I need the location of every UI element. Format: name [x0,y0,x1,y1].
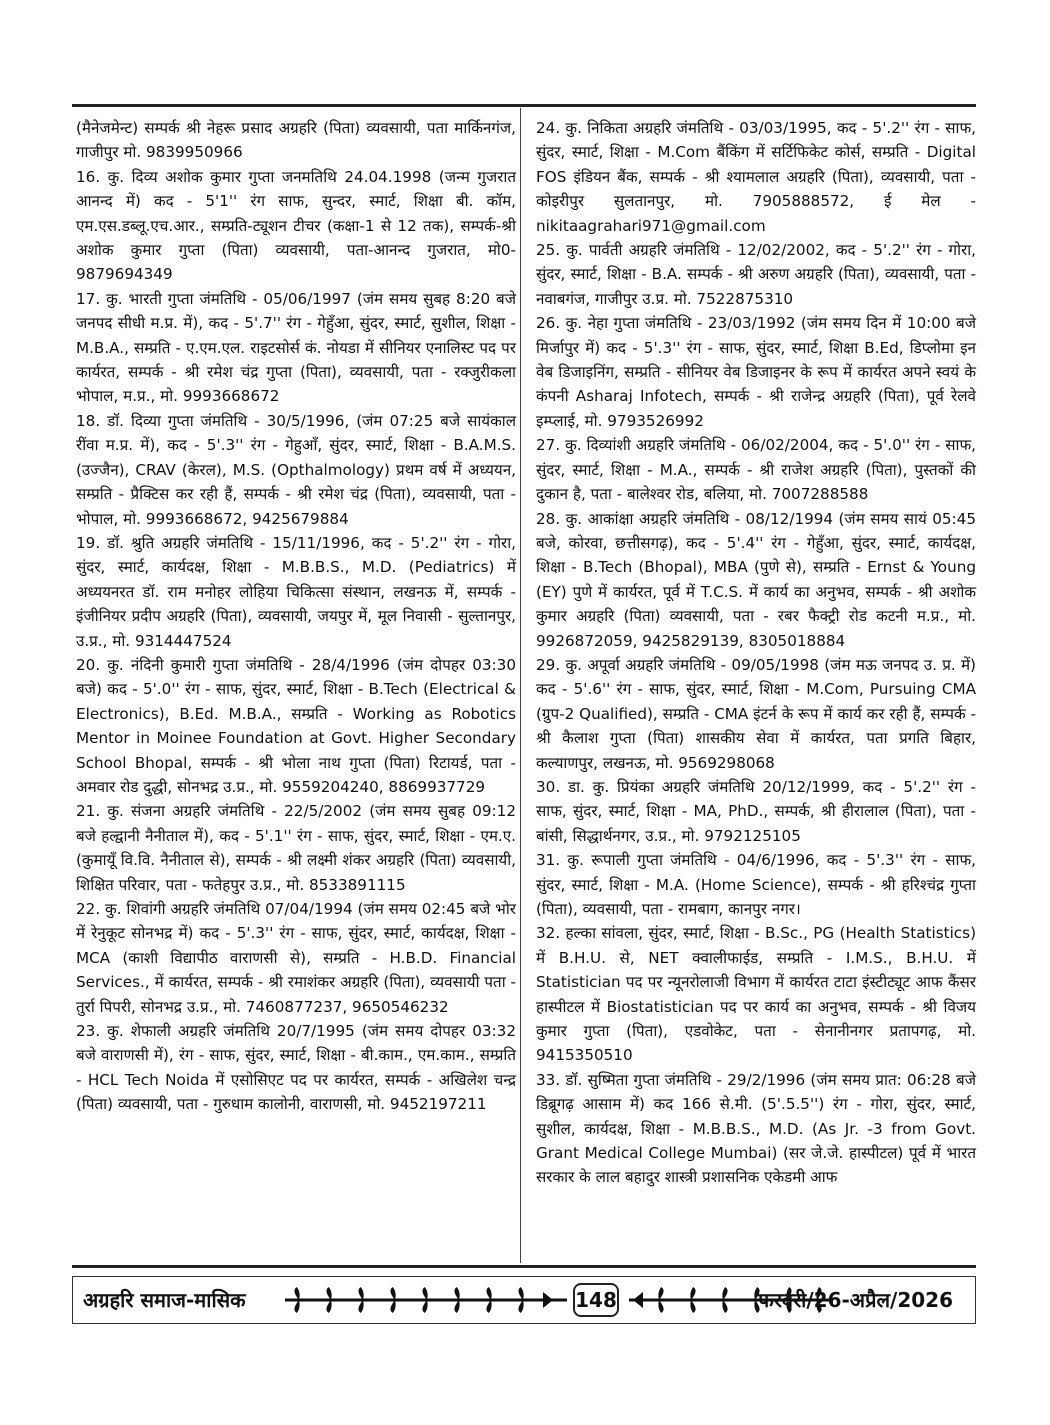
entry-32: 32. हल्का सांवला, सुंदर, स्मार्ट, शिक्षा - B.Sc., PG (Health Statistics) में B.H.U. से, NET क्वालीफाईड, सम्प्रति - I.M.S., B.H.U. में Statistician पद पर न्यूनरोलाजी विभाग में कार्यरत टाटा इंस्टीट्यूट आफ कैंसर हास्पीटल में Biostatistician पद पर कार्य का अनुभव, सम्पर्क - श्री विजय कुमार गुप्ता (पिता), एडवोकेट, पता - सेनानीनगर प्रतापगढ़, मो. 9415350510 [536,924,976,1065]
issue-date: फरवरी/26-अप्रैल/2026 [758,1288,953,1312]
footer-rule [72,1265,976,1268]
entry-21: 21. कु. संजना अग्रहरि जंमतिथि - 22/5/2002 (जंम समय सुबह 09:12 बजे हल्द्वानी नैनीताल में), कद - 5'.1'' रंग - साफ, सुंदर, स्मार्ट, शिक्षा - एम.ए. (कुमायूँ वि.वि. नैनीताल से), सम्पर्क - श्री लक्ष्मी शंकर अग्रहरि (पिता) व्यवसायी, शिक्षित परिवार, पता - फतेहपुर उ.प्र., मो. 8533891115 [76,802,516,894]
entry-33: 33. डॉ. सुष्मिता गुप्ता जंमतिथि - 29/2/1996 (जंम समय प्रात: 06:28 बजे डिब्रूगढ़ आसाम में) कद 166 से.मी. (5'.5.5'') रंग - गोरा, सुंदर, स्मार्ट, सुशील, कार्यदक्ष, शिक्षा - M.B.B.S., M.D. (As Jr. -3 from Govt. Grant Medical College Mumbai) (सर जे.जे. हास्पीटल) पूर्व में भारत सरकार के लाल बहादुर शास्त्री प्रशासनिक एकेडमी आफ [536,1070,976,1187]
left-column [76,116,516,1117]
magazine-name: अग्रहरि समाज-मासिक [83,1288,246,1312]
vine-ornament-left-icon [285,1285,567,1315]
entry-continued: (मैनेजमेन्ट) सम्पर्क श्री नेहरू प्रसाद अग्रहरि (पिता) व्यवसायी, पता मार्किनगंज, गाजीपुर मो. 9839950966 [76,119,516,162]
entry-17: 17. कु. भारती गुप्ता जंमतिथि - 05/06/1997 (जंम समय सुबह 8:20 बजे जनपद सीधी म.प्र. में), कद - 5'.7'' रंग - गेहुँआ, सुंदर, स्मार्ट, सुशील, शिक्षा - M.B.A., सम्प्रति - ए.एम.एल. राइटसोर्स कं. नोयडा में सीनियर एनालिस्ट पद पर कार्यरत, सम्पर्क - श्री रमेश चंद्र गुप्ता (पिता), व्यवसायी, पता - रक्जुरीकला भोपाल, म.प्र., मो. 9993668672 [76,289,516,406]
entry-29: 29. कु. अपूर्वा अग्रहरि जंमतिथि - 09/05/1998 (जंम मऊ जनपद उ. प्र. में) कद - 5'.6'' रंग - साफ, सुंदर, स्मार्ट, शिक्षा - M.Com, Pursuing CMA (ग्रुप-2 Qualified), सम्प्रति - CMA इंटर्न के रूप में कार्य कर रही हैं, सम्पर्क - श्री कैलाश गुप्ता (पिता) शासकीय सेवा में कार्यरत, पता प्रगति बिहार, कल्याणपुर, लखनऊ, मो. 9569298068 [536,655,976,772]
entry-16: 16. कु. दिव्य अशोक कुमार गुप्ता जनमतिथि 24.04.1998 (जन्म गुजरात आनन्द में) कद - 5'1'' रंग साफ, सुन्दर, स्मार्ट, शिक्षा बी. कॉम, एम.एस.डब्लू.एच.आर., सम्प्रति-ट्यूशन टीचर (कक्षा-1 से 12 तक), सम्पर्क-श्री अशोक कुमार गुप्ता (पिता) व्यवसायी, पता-आनन्द गुजरात, मो0-9879694349 [76,167,516,284]
entry-18: 18. डॉ. दिव्या गुप्ता जंमतिथि - 30/5/1996, (जंम 07:25 बजे सायंकाल रींवा म.प्र. में), कद - 5'.3'' रंग - गेहुआँ, सुंदर, स्मार्ट, शिक्षा - B.A.M.S. (उज्जैन), CRAV (केरल), M.S. (Opthalmology) प्रथम वर्ष में अध्ययन, सम्प्रति - प्रैक्टिस कर रही हैं, सम्पर्क - श्री रमेश चंद्र (पिता), व्यवसायी, पता - भोपाल, मो. 9993668672, 9425679884 [76,411,516,528]
entry-31: 31. कु. रूपाली गुप्ता जंमतिथि - 04/6/1996, कद - 5'.3'' रंग - साफ, सुंदर, स्मार्ट, शिक्षा - M.A. (Home Science), सम्पर्क - श्री हरिश्चंद्र गुप्ता (पिता), व्यवसायी, पता - रामबाग, कानपुर नगर। [536,851,976,918]
entry-28: 28. कु. आकांक्षा अग्रहरि जंमतिथि - 08/12/1994 (जंम समय सायं 05:45 बजे, कोरवा, छत्तीसगढ़), कद - 5'.4'' रंग - गेहुँआ, सुंदर, स्मार्ट, कार्यदक्ष, शिक्षा - B.Tech (Bhopal), MBA (पुणे से), सम्प्रति - Ernst & Young (EY) पुणे में कार्यरत, पूर्व में T.C.S. में कार्य का अनुभव, सम्पर्क - श्री अशोक कुमार अग्रहरि (पिता) व्यवसायी, पता - रबर फैक्ट्री रोड कटनी म.प्र., मो. 9926872059, 9425829139, 8305018884 [536,509,976,650]
column-divider [520,108,521,1263]
entry-20: 20. कु. नंदिनी कुमारी गुप्ता जंमतिथि - 28/4/1996 (जंम दोपहर 03:30 बजे) कद - 5'.0'' रंग - साफ, सुंदर, स्मार्ट, शिक्षा - B.Tech (Electrical & Electronics), B.Ed. M.B.A., सम्प्रति - Working as Robotics Mentor in Moinee Foundation at Govt. Higher Secondary School Bhopal, सम्पर्क - श्री भोला नाथ गुप्ता (पिता) रिटायर्ड, पता - अमवार रोड दुद्धी, सोनभद्र उ.प्र., मो. 9559204240, 8869937729 [76,655,516,796]
entry-30: 30. डा. कु. प्रियंका अग्रहरि जंमतिथि 20/12/1999, कद - 5'.2'' रंग - साफ, सुंदर, स्मार्ट, शिक्षा - MA, PhD., सम्पर्क, श्री हीरालाल (पिता), पता - बांसी, सिद्धार्थनगर, उ.प्र., मो. 9792125105 [536,777,976,845]
right-column [536,116,976,1190]
entry-23: 23. कु. शेफाली अग्रहरि जंमतिथि 20/7/1995 (जंम समय दोपहर 03:32 बजे वाराणसी में), रंग - साफ, सुंदर, स्मार्ट, शिक्षा - बी.काम., एम.काम., सम्प्रति - HCL Tech Noida में एसोसिएट पद पर कार्यरत, सम्पर्क - अखिलेश चन्द्र (पिता) व्यवसायी, पता - गुरुधाम कालोनी, वाराणसी, मो. 9452197211 [76,1022,516,1114]
page-footer [72,1276,976,1324]
entry-26: 26. कु. नेहा गुप्ता जंमतिथि - 23/03/1992 (जंम समय दिन में 10:00 बजे मिर्जापुर में) कद - 5'.3'' रंग - साफ, सुंदर, स्मार्ट, शिक्षा B.Ed, डिप्लोमा इन वेब डिजाइनिंग, सम्प्रति - सीनियर वेब डिजाइनर के रूप में कार्यरत अपने स्वयं के कंपनी Asharaj Infotech, सम्पर्क - श्री राजेन्द्र अग्रहरि (पिता), पूर्व रेलवे इम्प्लाई, मो. 9793526992 [536,314,976,430]
page-number: 148 [573,1283,619,1317]
entry-19: 19. डॉ. श्रुति अग्रहरि जंमतिथि - 15/11/1996, कद - 5'.2'' रंग - गोरा, सुंदर, स्मार्ट, कार्यदक्ष, शिक्षा - M.B.B.S., M.D. (Pediatrics) में अध्ययनरत डॉ. राम मनोहर लोहिया चिकित्सा संस्थान, लखनऊ में, सम्पर्क - इंजीनियर प्रदीप अग्रहरि (पिता), व्यवसायी, जयपुर में, मूल निवासी - सुल्तानपुर, उ.प्र., मो. 9314447524 [76,533,516,650]
top-rule [72,104,976,107]
entry-22: 22. कु. शिवांगी अग्रहरि जंमतिथि 07/04/1994 (जंम समय 02:45 बजे भोर में रेनुकूट सोनभद्र में) कद - 5'.3'' रंग - साफ, सुंदर, स्मार्ट, कार्यदक्ष, शिक्षा - MCA (काशी विद्यापीठ वाराणसी से), सम्प्रति - H.B.D. Financial Services., में कार्यरत, सम्पर्क - श्री रमाशंकर अग्रहरि (पिता), व्यवसायी पता - तुर्रा पिपरी, सोनभद्र उ.प्र., मो. 7460877237, 9650546232 [76,900,516,1016]
entry-27: 27. कु. दिव्यांशी अग्रहरि जंमतिथि - 06/02/2004, कद - 5'.0'' रंग - साफ, सुंदर, स्मार्ट, शिक्षा - M.A., सम्पर्क - श्री राजेश अग्रहरि (पिता), पुस्तकों की दुकान है, पता - बालेश्वर रोड, बलिया, मो. 7007288588 [536,436,976,504]
entry-24: 24. कु. निकिता अग्रहरि जंमतिथि - 03/03/1995, कद - 5'.2'' रंग - साफ, सुंदर, स्मार्ट, शिक्षा - M.Com बैंकिंग में सर्टिफिकेट कोर्स, सम्प्रति - Digital FOS इंडियन बैंक, सम्पर्क - श्री श्यामलाल अग्रहरि (पिता), व्यवसायी, पता - कोइरीपुर सुलतानपुर, मो. 7905888572, ई मेल - nikitaagrahari971@gmail.com [536,119,976,235]
entry-25: 25. कु. पार्वती अग्रहरि जंमतिथि - 12/02/2002, कद - 5'.2'' रंग - गोरा, सुंदर, स्मार्ट, शिक्षा - B.A. सम्पर्क - श्री अरुण अग्रहरि (पिता), व्यवसायी, पता - नवाबगंज, गाजीपुर उ.प्र. मो. 7522875310 [536,241,976,308]
